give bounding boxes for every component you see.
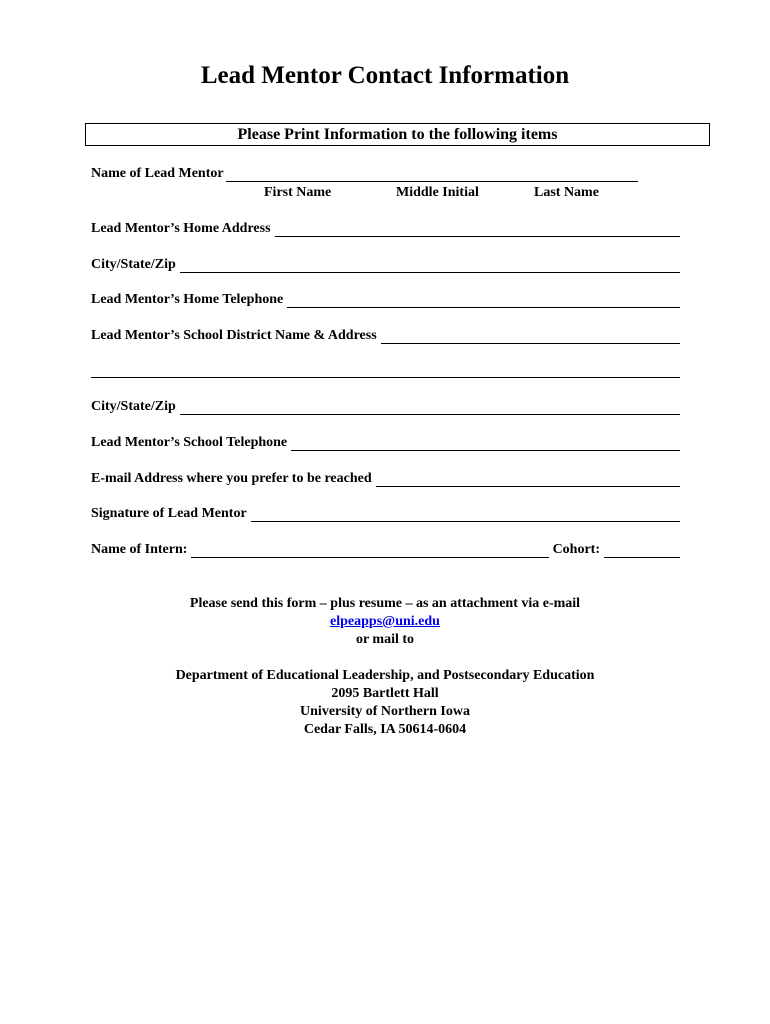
school-city-state-zip-row	[91, 399, 680, 415]
school-city-state-zip-field[interactable]	[180, 402, 680, 415]
signature-row	[91, 506, 680, 522]
cohort-field[interactable]	[604, 545, 680, 558]
email-link[interactable]: elpeapps@uni.edu	[330, 614, 440, 629]
school-city-state-zip-label: City/State/Zip	[91, 399, 176, 414]
signature-field[interactable]	[251, 509, 680, 522]
signature-label: Signature of Lead Mentor	[91, 506, 247, 521]
or-mail-text: or mail to	[355, 632, 415, 647]
school-district-field[interactable]	[381, 331, 680, 344]
home-telephone-row	[91, 292, 680, 308]
first-name-label: First Name	[264, 185, 332, 200]
intern-cohort-row	[91, 542, 680, 558]
send-instruction: Please send this form – plus resume – as an attachment via e-mail	[189, 596, 581, 611]
page-title: Lead Mentor Contact Information	[200, 62, 570, 89]
lead-mentor-name-row	[91, 166, 680, 182]
school-district-row	[91, 328, 680, 344]
instructions-banner: Please Print Information to the following items	[85, 123, 710, 146]
home-address-field[interactable]	[275, 224, 680, 237]
cohort-label: Cohort:	[552, 542, 600, 557]
email-field[interactable]	[376, 474, 680, 487]
school-district-label: Lead Mentor’s School District Name & Address	[91, 328, 377, 343]
intern-name-field[interactable]	[191, 545, 548, 558]
school-telephone-label: Lead Mentor’s School Telephone	[91, 435, 288, 450]
home-telephone-field[interactable]	[287, 295, 680, 308]
spacer	[0, 649, 770, 667]
lead-mentor-name-label: Name of Lead Mentor	[91, 166, 224, 181]
home-city-state-zip-field[interactable]	[180, 260, 680, 273]
submission-instructions	[0, 595, 770, 739]
department-name: Department of Educational Leadership, and Postsecondary Education	[175, 668, 595, 683]
intern-name-label: Name of Intern:	[91, 542, 188, 557]
last-name-label: Last Name	[534, 185, 599, 200]
middle-initial-label: Middle Initial	[396, 185, 479, 200]
street-address: 2095 Bartlett Hall	[331, 686, 439, 701]
school-district-continuation-field[interactable]	[91, 377, 680, 378]
home-address-row	[91, 221, 680, 237]
email-label: E-mail Address where you prefer to be reached	[91, 471, 372, 486]
school-telephone-field[interactable]	[291, 438, 680, 451]
school-telephone-row	[91, 435, 680, 451]
email-row	[91, 471, 680, 487]
home-city-state-zip-label: City/State/Zip	[91, 257, 176, 272]
home-telephone-label: Lead Mentor’s Home Telephone	[91, 292, 284, 307]
home-city-state-zip-row	[91, 257, 680, 273]
university-name: University of Northern Iowa	[300, 704, 470, 719]
city-address: Cedar Falls, IA 50614-0604	[303, 722, 467, 737]
lead-mentor-name-field[interactable]	[226, 169, 638, 182]
home-address-label: Lead Mentor’s Home Address	[91, 221, 271, 236]
